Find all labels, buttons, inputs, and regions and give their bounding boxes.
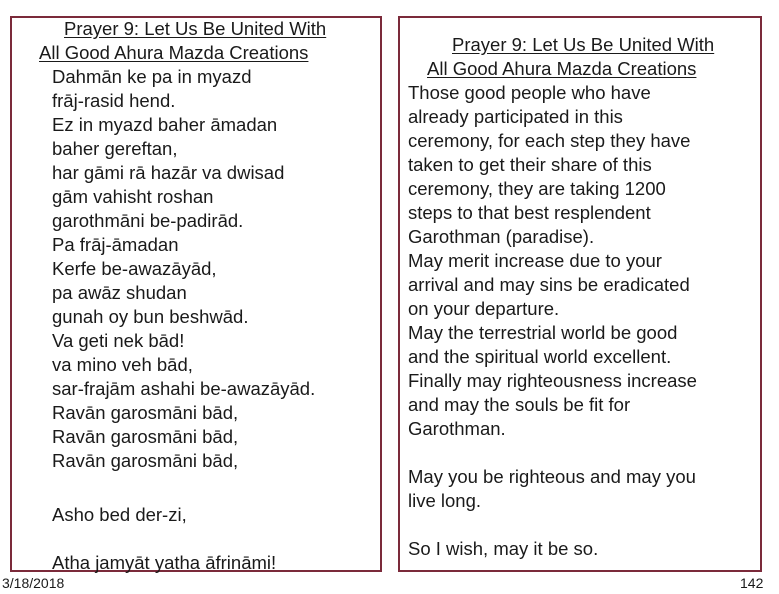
- left-line-17: Ravān garosmāni bād,: [52, 450, 239, 471]
- left-line-5: har gāmi rā hazār va dwisad: [52, 162, 285, 183]
- left-line-6: gām vahisht roshan: [52, 186, 214, 207]
- left-line-15: Ravān garosmāni bād,: [52, 402, 239, 423]
- right-title-line-1: Prayer 9: Let Us Be United With: [452, 34, 715, 55]
- right-line-6: steps to that best resplendent: [408, 202, 651, 223]
- left-line-4: baher gereftan,: [52, 138, 178, 159]
- left-line-13: va mino veh bād,: [52, 354, 193, 375]
- left-line-1: Dahmān ke pa in myazd: [52, 66, 252, 87]
- right-line-15: Garothman.: [408, 418, 506, 439]
- right-line-2: already participated in this: [408, 106, 623, 127]
- left-line-3: Ez in myazd baher āmadan: [52, 114, 278, 135]
- left-line-7: garothmāni be-padirād.: [52, 210, 244, 231]
- right-line-7: Garothman (paradise).: [408, 226, 595, 247]
- left-line-14: sar-frajām ashahi be-awazāyād.: [52, 378, 316, 399]
- footer-date: 3/18/2018: [2, 575, 65, 591]
- left-title-line-2: All Good Ahura Mazda Creations: [39, 42, 309, 63]
- right-line-3: ceremony, for each step they have: [408, 130, 691, 151]
- right-closing-line-2: live long.: [408, 490, 482, 511]
- left-closing-final: Atha jamyāt yatha āfrināmi!: [52, 552, 277, 573]
- footer-page-number: 142: [740, 575, 764, 591]
- left-closing-blessing: Asho bed der-zi,: [52, 504, 187, 525]
- left-line-11: gunah oy bun beshwād.: [52, 306, 249, 327]
- right-line-12: and the spiritual world excellent.: [408, 346, 672, 367]
- right-line-8: May merit increase due to your: [408, 250, 662, 271]
- right-line-9: arrival and may sins be eradicated: [408, 274, 690, 295]
- right-text-panel: [398, 16, 762, 572]
- right-line-13: Finally may righteousness increase: [408, 370, 697, 391]
- left-title-line-1: Prayer 9: Let Us Be United With: [64, 18, 327, 39]
- left-line-10: pa awāz shudan: [52, 282, 187, 303]
- left-text-panel: [10, 16, 382, 572]
- right-title-line-2: All Good Ahura Mazda Creations: [427, 58, 697, 79]
- right-line-10: on your departure.: [408, 298, 560, 319]
- right-closing-final: So I wish, may it be so.: [408, 538, 599, 559]
- left-line-12: Va geti nek bād!: [52, 330, 185, 351]
- right-line-4: taken to get their share of this: [408, 154, 652, 175]
- right-line-11: May the terrestrial world be good: [408, 322, 678, 343]
- left-line-2: frāj-rasid hend.: [52, 90, 176, 111]
- right-line-14: and may the souls be fit for: [408, 394, 631, 415]
- right-line-5: ceremony, they are taking 1200: [408, 178, 666, 199]
- right-line-1: Those good people who have: [408, 82, 651, 103]
- left-line-16: Ravān garosmāni bād,: [52, 426, 239, 447]
- left-line-9: Kerfe be-awazāyād,: [52, 258, 217, 279]
- right-closing-line-1: May you be righteous and may you: [408, 466, 696, 487]
- left-line-8: Pa frāj-āmadan: [52, 234, 179, 255]
